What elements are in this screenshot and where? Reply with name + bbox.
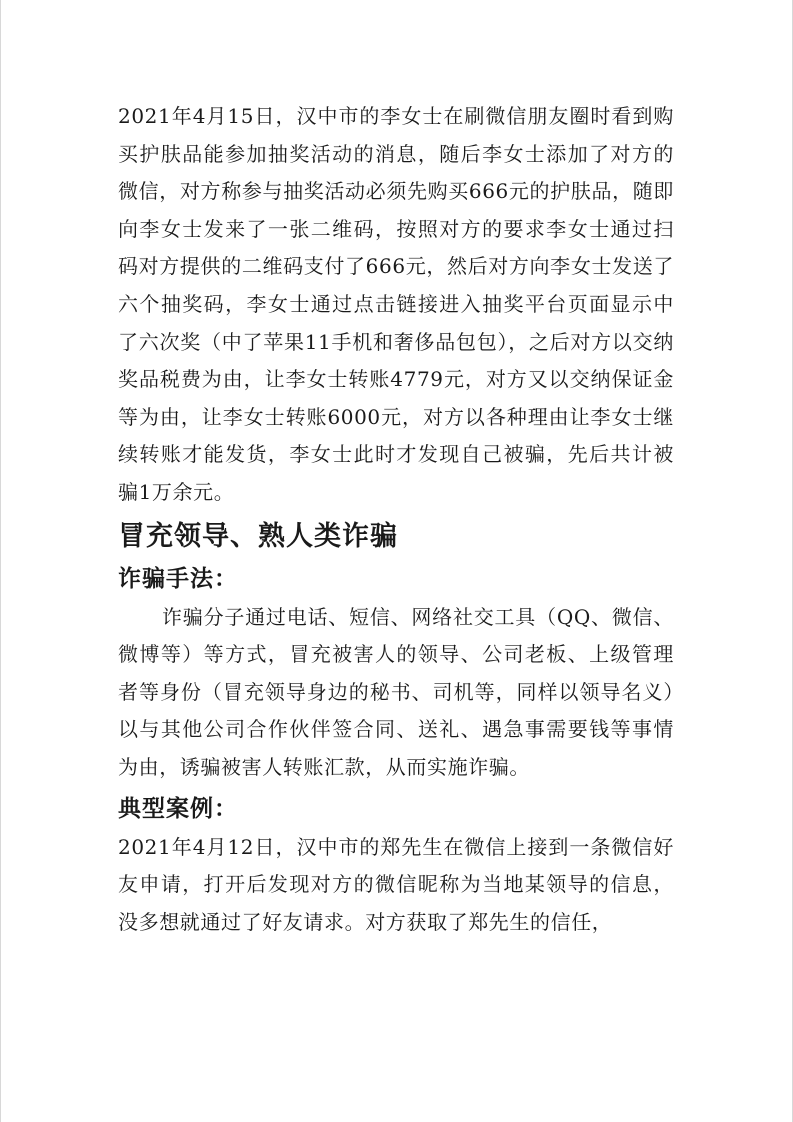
page-content: [118, 98, 674, 941]
case-paragraph-impersonation: 2021年4月12日，汉中市的郑先生在微信上接到一条微信好友申请，打开后发现对方的微信昵称为当地某领导的信息，没多想就通过了好友请求。对方获取了郑先生的信任，: [118, 834, 674, 934]
page-left-border: [0, 0, 1, 1122]
section-title: 冒充领导、熟人类诈骗: [118, 520, 398, 552]
case-paragraph-lottery-scam: 2021年4月15日，汉中市的李女士在刷微信朋友圈时看到购买护肤品能参加抽奖活动的消息，随后李女士添加了对方的微信，对方称参与抽奖活动必须先购买666元的护肤品，随即向李女士发来了一张二维码，按照对方的要求李女士通过扫码对方提供的二维码支付了666元，然后对方向李女士发送了六个抽奖码，李女士通过点击链接进入抽奖平台页面显示中了六次奖（中了苹果11手机和奢侈品包包），之后对方以交纳奖品税费为由，让李女士转账4779元，对方又以交纳保证金等为由，让李女士转账6000元，对方以各种理由让李女士继续转账才能发货，李女士此时才发现自己被骗，先后共计被骗1万余元。: [118, 104, 674, 504]
method-heading: 诈骗手法：: [118, 565, 238, 592]
case-heading: 典型案例：: [118, 795, 238, 822]
method-paragraph: 诈骗分子通过电话、短信、网络社交工具（QQ、微信、微博等）等方式，冒充被害人的领导、公司老板、上级管理者等身份（冒充领导身边的秘书、司机等，同样以领导名义）以与其他公司合作伙伴签合同、送礼、遇急事需要钱等事情为由，诱骗被害人转账汇款，从而实施诈骗。: [118, 604, 674, 779]
